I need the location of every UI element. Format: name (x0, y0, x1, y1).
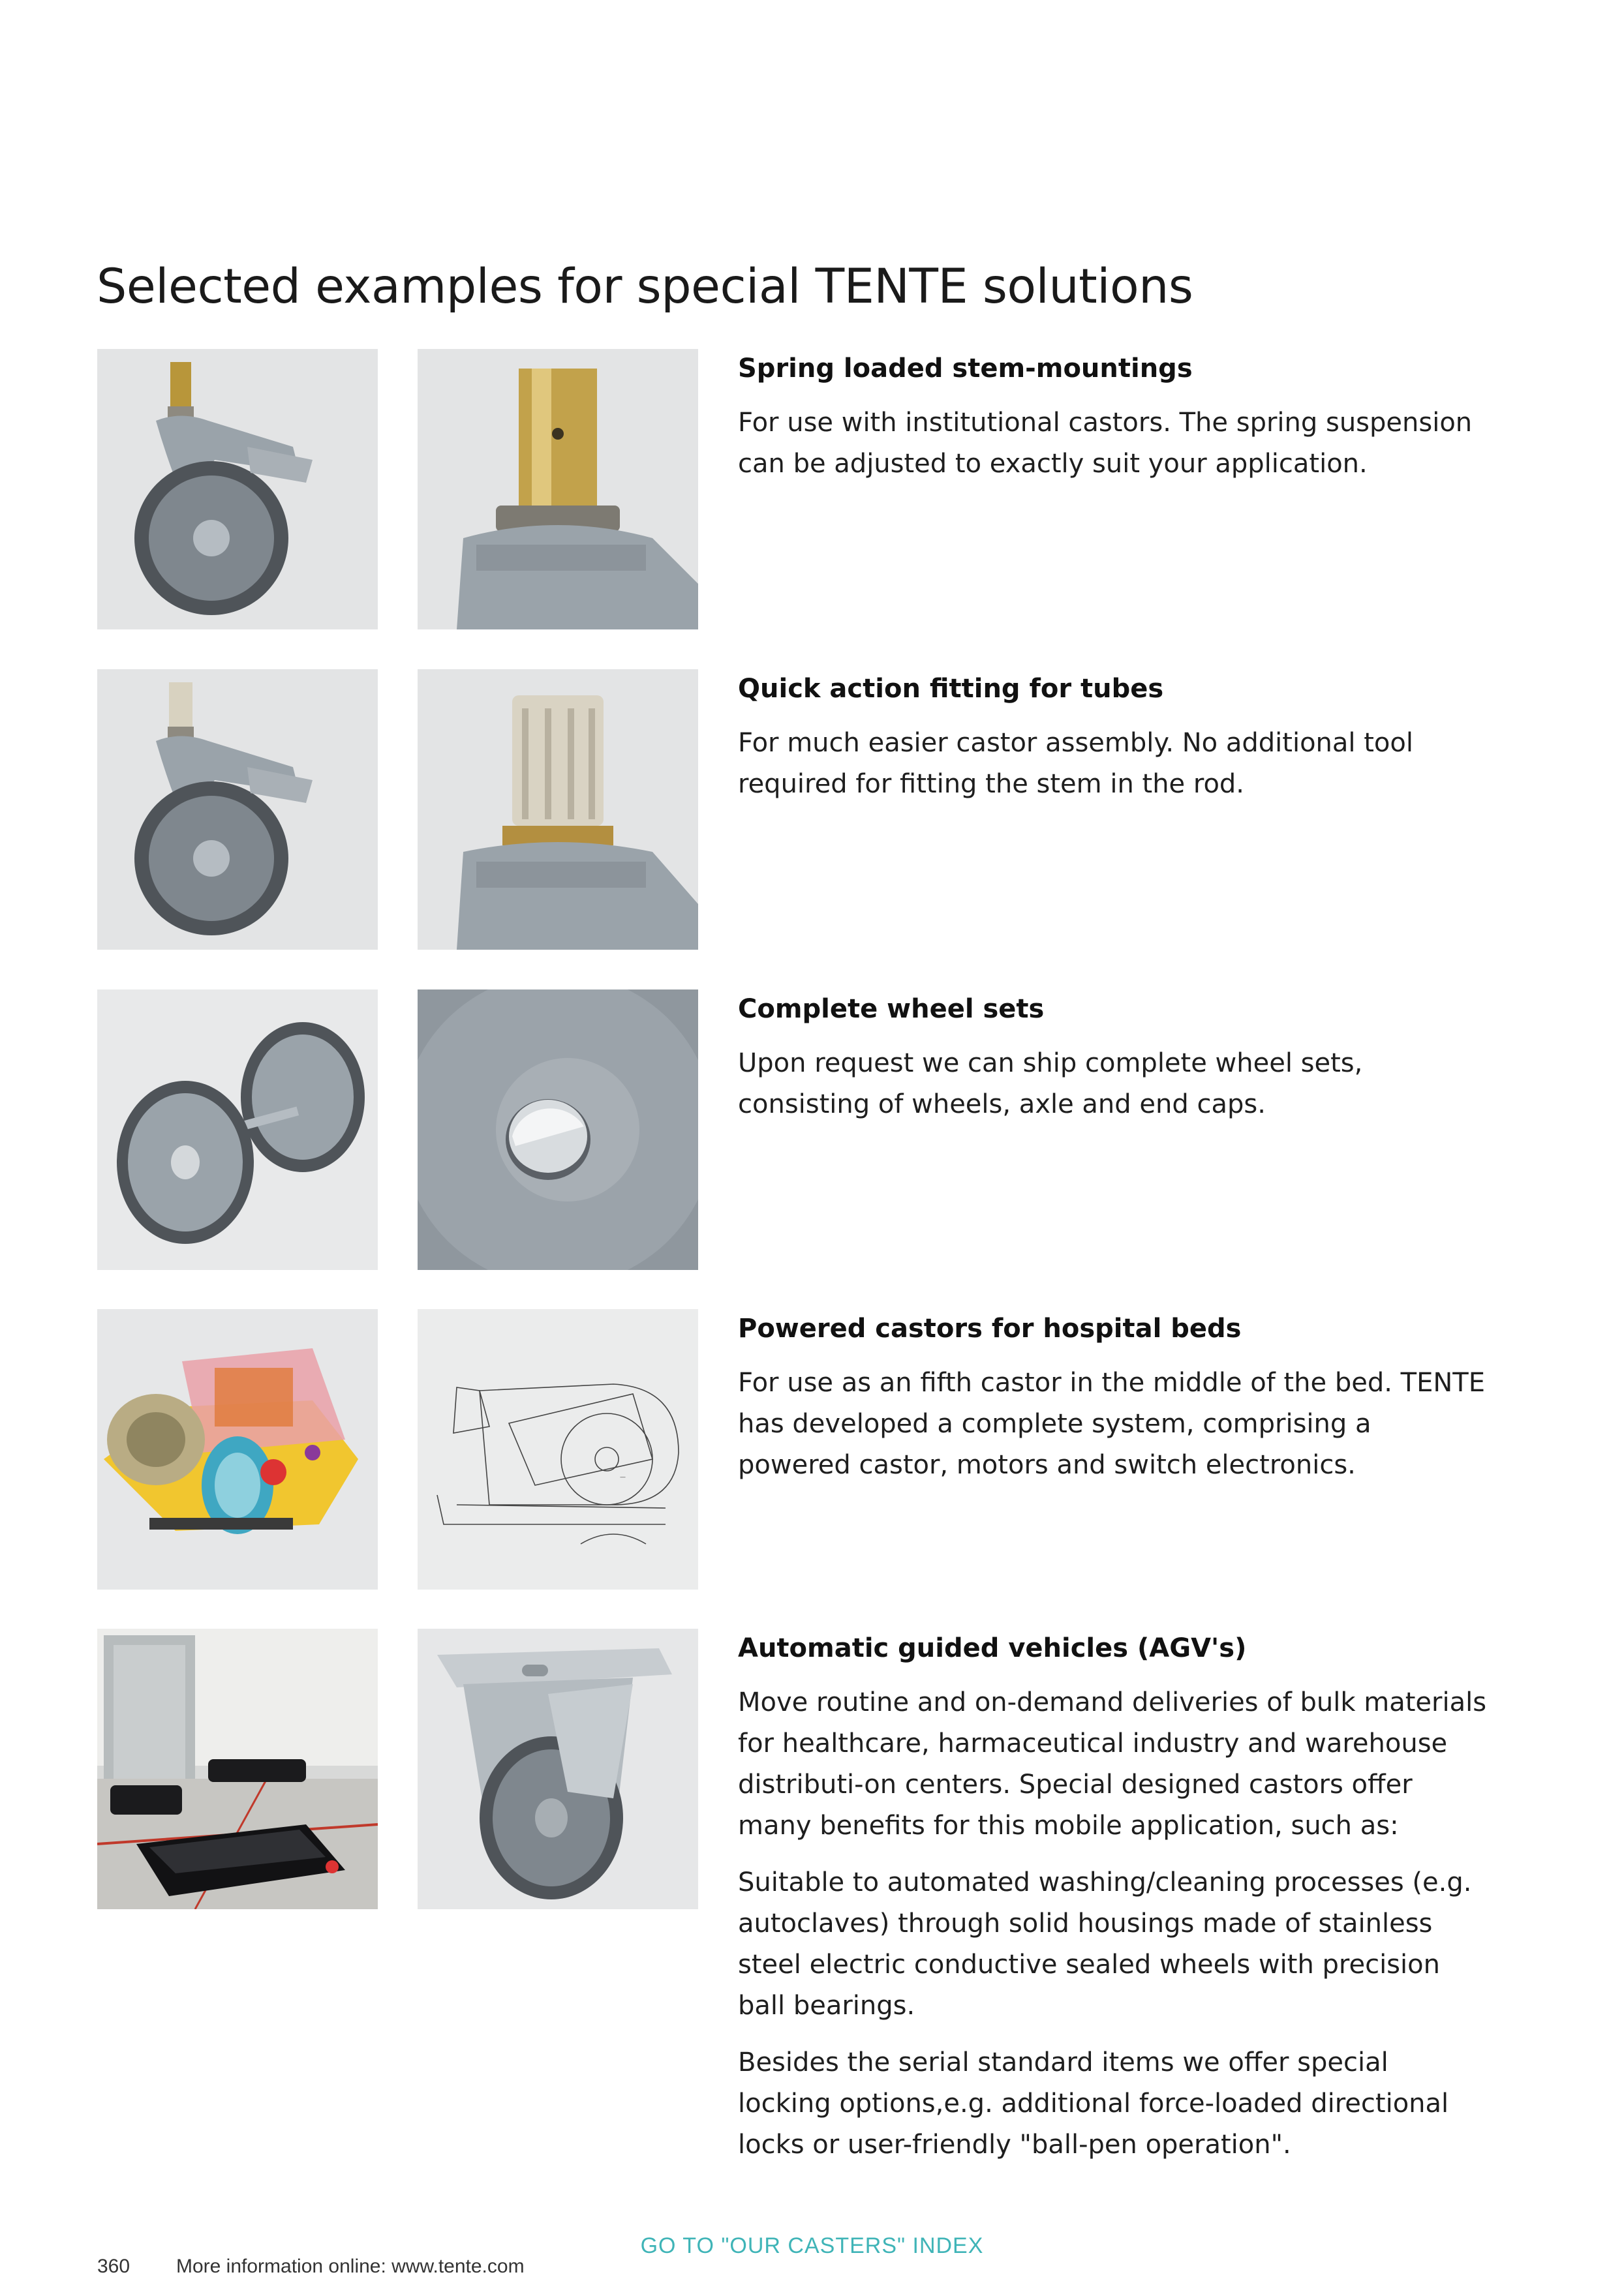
section-title: Powered castors for hospital beds (738, 1314, 1242, 1344)
section-description: Suitable to automated washing/cleaning processes (e.g. autoclaves) through solid housings made of stainless steel electric conductive sealed wheels with precision ball bearings. (738, 1867, 1472, 2021)
plate-castor-photo (418, 1629, 698, 1909)
castor-with-brake-photo (97, 349, 378, 629)
section-quick-action (0, 669, 1624, 950)
end-cap-closeup-photo (418, 989, 698, 1270)
section-powered-castors (0, 1309, 1624, 1590)
more-info-text: More information online: www.tente.com (176, 2256, 525, 2277)
section-description: Besides the serial standard items we offer special locking options,e.g. additional force-loaded directional locks or user-friendly "ball-pen operation". (738, 2047, 1449, 2160)
castor-with-brake-photo (97, 669, 378, 950)
page-number: 360 (97, 2256, 130, 2277)
wheel-set-photo (97, 989, 378, 1270)
section-title: Spring loaded stem-mountings (738, 354, 1193, 384)
section-description: Move routine and on-demand deliveries of bulk materials for healthcare, harmaceutical industry and warehouse distributi-on centers. Special designed castors offer many benefits for this mobile application, such as: (738, 1687, 1487, 1841)
tube-fitting-closeup-photo (418, 669, 698, 950)
section-description: For much easier castor assembly. No additional tool required for fitting the stem in the rod. (738, 728, 1413, 799)
section-description: For use as an fifth castor in the middle of the bed. TENTE has developed a complete system, comprising a powered castor, motors and switch electronics. (738, 1368, 1485, 1480)
section-title: Automatic guided vehicles (AGV's) (738, 1633, 1247, 1663)
section-description: Upon request we can ship complete wheel sets, consisting of wheels, axle and end caps. (738, 1048, 1363, 1119)
casters-index-link[interactable]: GO TO "OUR CASTERS" INDEX (640, 2233, 984, 2258)
svg-text:—: — (620, 1474, 626, 1481)
section-description: For use with institutional castors. The spring suspension can be adjusted to exactly suit your application. (738, 408, 1473, 479)
section-wheel-sets (0, 989, 1624, 1270)
section-agv (0, 1629, 1624, 2160)
section-title: Quick action fitting for tubes (738, 674, 1164, 704)
section-title: Complete wheel sets (738, 994, 1045, 1024)
page-title: Selected examples for special TENTE solutions (97, 258, 1193, 314)
powered-castor-drawing (418, 1309, 698, 1590)
section-spring-loaded (0, 349, 1624, 629)
agv-warehouse-photo (97, 1629, 378, 1909)
stem-mounting-closeup-photo (418, 349, 698, 629)
powered-castor-render (97, 1309, 378, 1590)
